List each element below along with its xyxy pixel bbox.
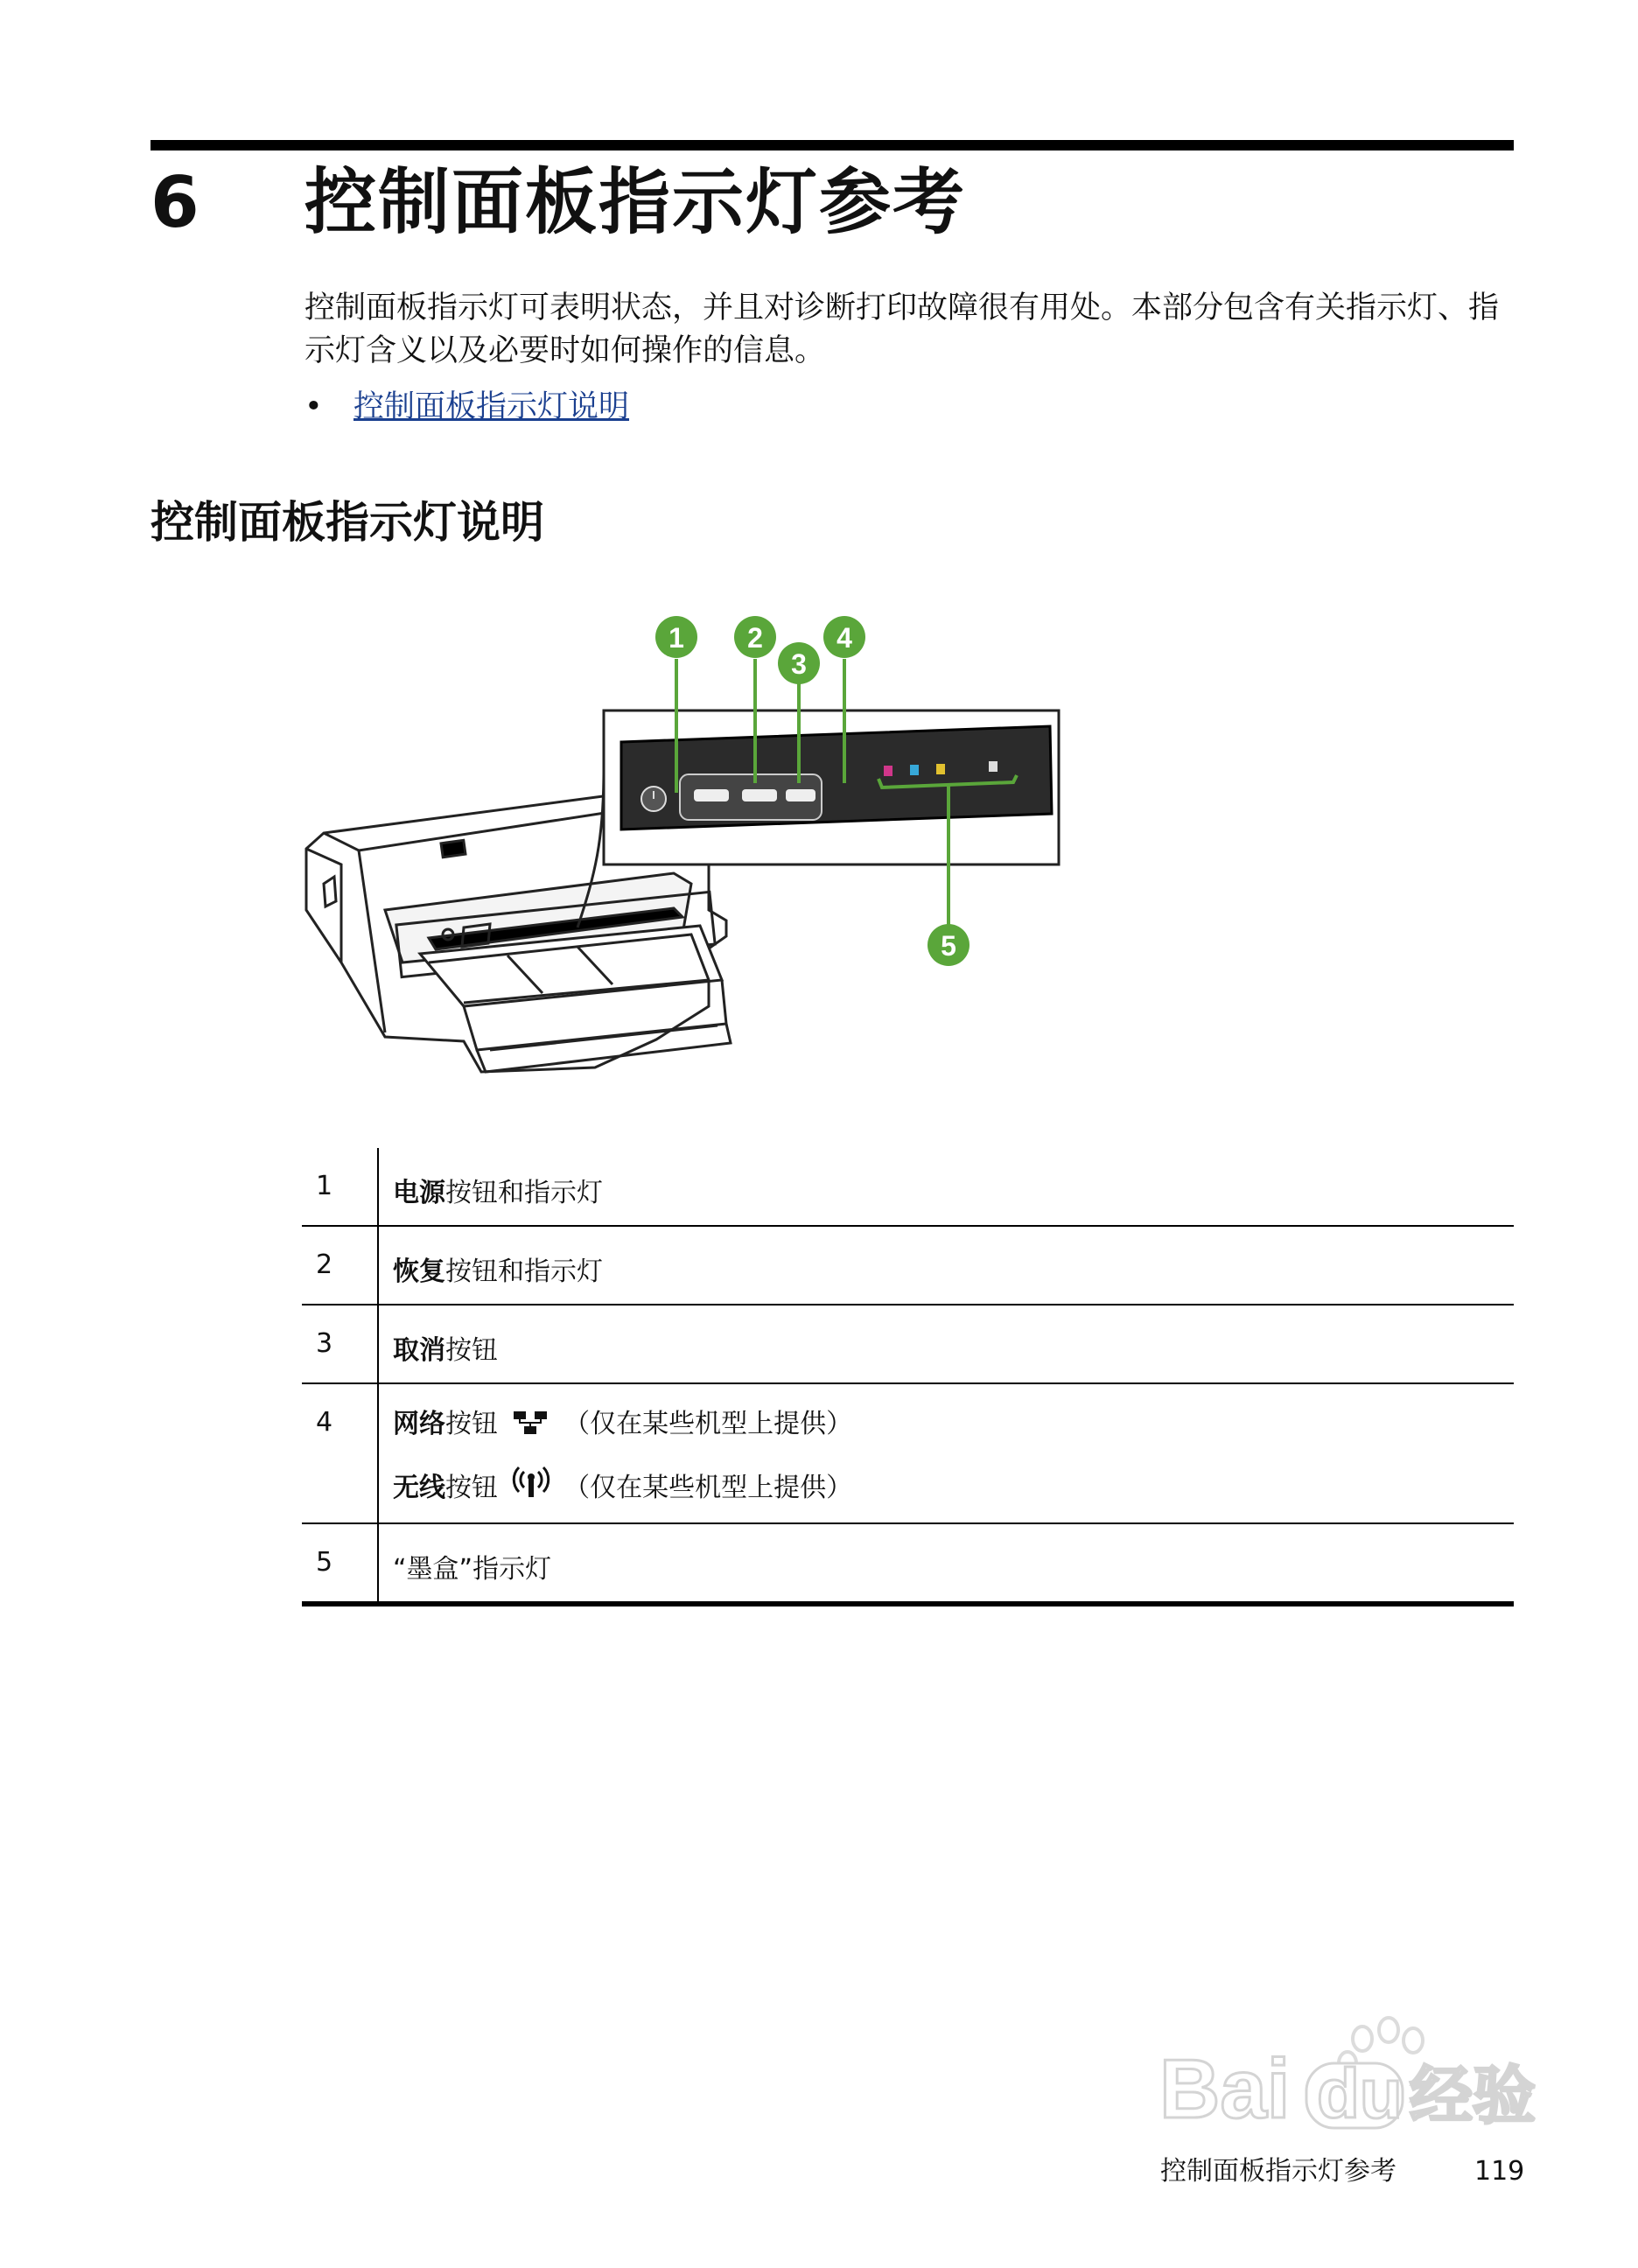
row-description: 取消按钮 (378, 1305, 1514, 1383)
section-title: 控制面板指示灯说明 (150, 497, 544, 548)
row-number: 1 (302, 1148, 378, 1226)
table-row (302, 1226, 1514, 1305)
row-number: 5 (302, 1523, 378, 1604)
callout-3: 3 (791, 648, 807, 680)
chapter-rule (150, 140, 1514, 150)
control-panel-zoom (604, 710, 1059, 864)
indicator-table (302, 1148, 1514, 1606)
watermark-logo (1159, 2012, 1544, 2144)
network-icon (512, 1410, 550, 1446)
bullet-marker: • (304, 389, 323, 424)
page-number: 119 (1474, 2156, 1525, 2187)
callout-4: 4 (836, 622, 852, 654)
table-row (302, 1523, 1514, 1604)
baidu-watermark (1159, 2012, 1544, 2147)
printer-figure (289, 595, 1076, 1097)
toc-link[interactable]: 控制面板指示灯说明 (354, 389, 630, 424)
wireless-icon (512, 1465, 550, 1509)
wireless-line: 无线按钮 （仅在某些机型上提供） (393, 1465, 1514, 1507)
row-description: 电源按钮和指示灯 (378, 1148, 1514, 1226)
row-description: “墨盒”指示灯 (378, 1523, 1514, 1604)
table-row (302, 1383, 1514, 1523)
table-row (302, 1148, 1514, 1226)
footer-chapter-title: 控制面板指示灯参考 (1160, 2156, 1396, 2187)
row-description: 恢复按钮和指示灯 (378, 1226, 1514, 1305)
network-line: 网络按钮 （仅在某些机型上提供） (393, 1407, 1514, 1449)
callout-5: 5 (941, 930, 956, 962)
row-description (378, 1383, 1514, 1523)
callout-1: 1 (668, 622, 684, 654)
row-number: 3 (302, 1305, 378, 1383)
intro-paragraph: 控制面板指示灯可表明状态，并且对诊断打印故障很有用处。本部分包含有关指示灯、指示灯含义以及必要时如何操作的信息。 (304, 290, 1500, 368)
chapter-title: 控制面板指示灯参考 (304, 161, 967, 244)
toc-item (304, 385, 629, 429)
svg-text:经验: 经验 (1410, 2059, 1536, 2132)
callout-2: 2 (747, 622, 763, 654)
chapter-number: 6 (150, 162, 200, 243)
table-row (302, 1305, 1514, 1383)
svg-text:du: du (1317, 2054, 1403, 2132)
printer-illustration (289, 595, 1076, 1094)
svg-text:Bai: Bai (1159, 2042, 1291, 2136)
row-number: 2 (302, 1226, 378, 1305)
row-number: 4 (302, 1383, 378, 1523)
